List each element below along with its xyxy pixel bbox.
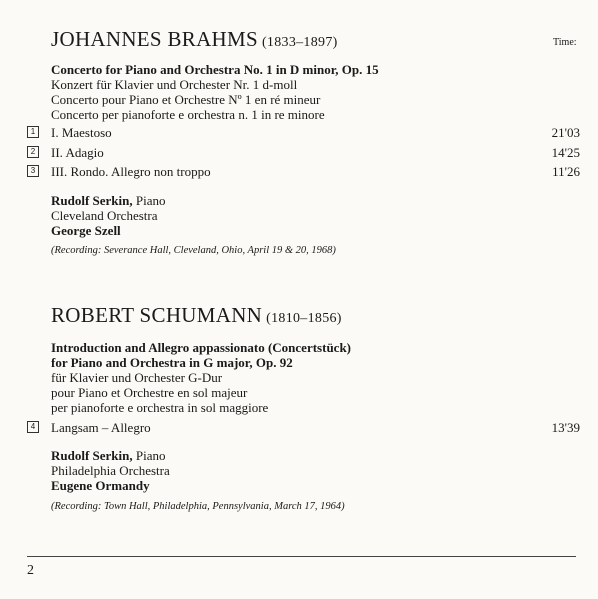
- work-title-de: Konzert für Klavier und Orchester Nr. 1 d-moll: [51, 77, 298, 92]
- work-title-fr: pour Piano et Orchestre en sol majeur: [51, 385, 248, 400]
- composer-dates: (1833–1897): [261, 35, 338, 50]
- soloist-instrument: Piano: [132, 193, 166, 208]
- track-number-box: 2: [27, 146, 39, 158]
- composer-name: JOHANNES BRAHMS: [51, 27, 258, 51]
- work-title-it: Concerto per pianoforte e orchestra n. 1 in re minore: [51, 107, 325, 122]
- track-duration: 11'26: [552, 164, 580, 179]
- recording-note: (Recording: Severance Hall, Cleveland, Ohio, April 19 & 20, 1968): [51, 245, 336, 256]
- conductor-credit: Eugene Ormandy: [51, 478, 150, 493]
- work-title-en: Concerto for Piano and Orchestra No. 1 in D minor, Op. 15: [51, 62, 379, 77]
- work-title-de: für Klavier und Orchester G-Dur: [51, 370, 223, 385]
- page-number: 2: [27, 563, 34, 578]
- composer-name: ROBERT SCHUMANN: [51, 303, 263, 327]
- soloist-instrument: Piano: [132, 448, 166, 463]
- track-number-box: 4: [27, 421, 39, 433]
- composer-heading-schumann: [51, 303, 342, 328]
- track-title: Langsam – Allegro: [51, 420, 151, 435]
- orchestra-credit: Cleveland Orchestra: [51, 208, 158, 223]
- track-duration: 14'25: [551, 145, 580, 160]
- track-title: II. Adagio: [51, 145, 104, 160]
- track-duration: 13'39: [551, 420, 580, 435]
- recording-note: (Recording: Town Hall, Philadelphia, Pennsylvania, March 17, 1964): [51, 501, 345, 512]
- footer-rule: [27, 556, 576, 557]
- work-title-en: Introduction and Allegro appassionato (Concertstück): [51, 340, 351, 355]
- composer-heading-brahms: [51, 27, 338, 52]
- soloist-name: Rudolf Serkin,: [51, 448, 133, 463]
- track-title: I. Maestoso: [51, 125, 112, 140]
- soloist-name: Rudolf Serkin,: [51, 193, 133, 208]
- work-title-it: per pianoforte e orchestra in sol maggiore: [51, 400, 269, 415]
- track-number-box: 3: [27, 165, 39, 177]
- conductor-credit: George Szell: [51, 223, 121, 238]
- composer-dates: (1810–1856): [266, 311, 342, 326]
- work-title-fr: Concerto pour Piano et Orchestre Nº 1 en ré mineur: [51, 92, 321, 107]
- track-title: III. Rondo. Allegro non troppo: [51, 164, 211, 179]
- track-number-box: 1: [27, 126, 39, 138]
- soloist-credit: [51, 448, 166, 463]
- track-duration: 21'03: [551, 125, 580, 140]
- work-title-en-cont: for Piano and Orchestra in G major, Op. 92: [51, 355, 293, 370]
- orchestra-credit: Philadelphia Orchestra: [51, 463, 170, 478]
- time-column-label: Time:: [553, 37, 577, 48]
- soloist-credit: [51, 193, 166, 208]
